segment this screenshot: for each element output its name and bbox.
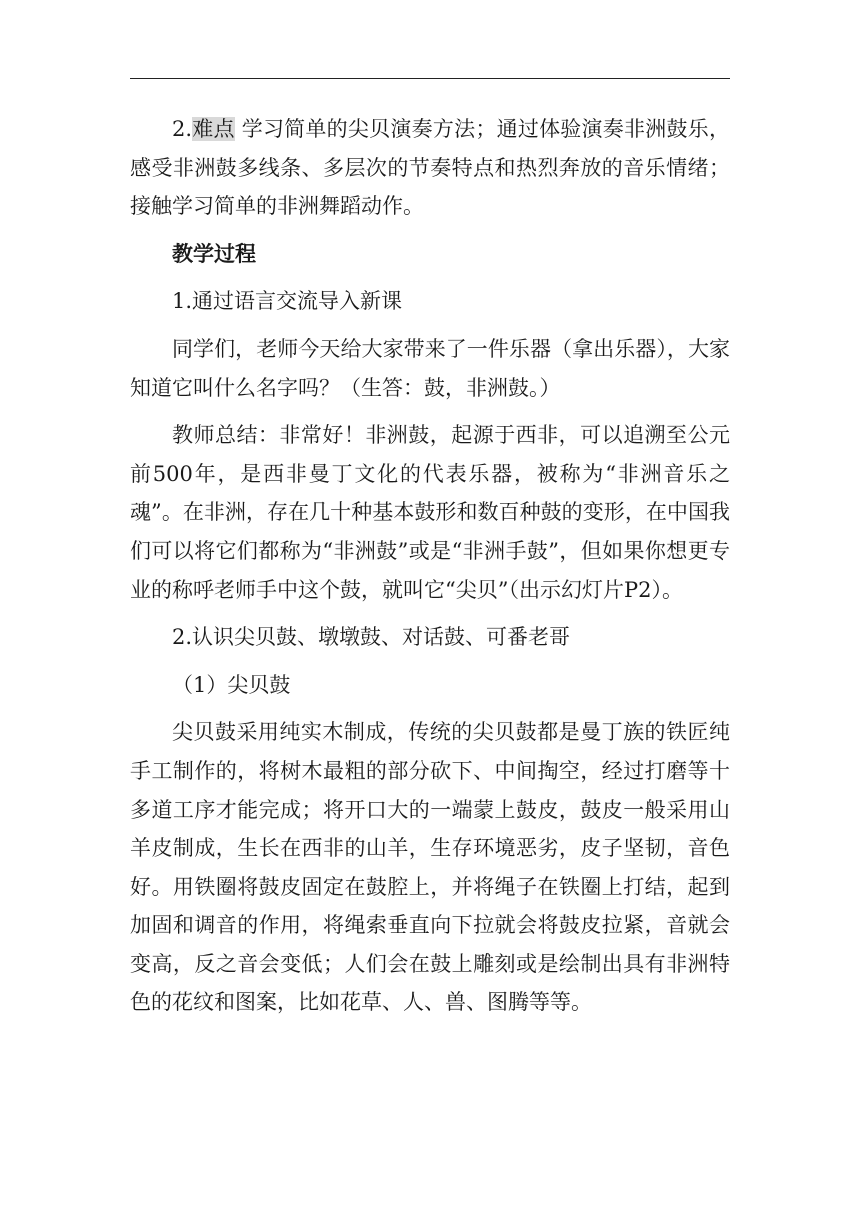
difficulty-text: 学习简单的尖贝演奏方法；通过体验演奏非洲鼓乐，感受非洲鼓多线条、多层次的节奏特点和热烈奔放的音乐情绪；接触学习简单的非洲舞蹈动作。 [130, 117, 730, 219]
difficulty-label: 难点 [192, 117, 235, 141]
paragraph-difficulty [130, 110, 730, 226]
paragraph-djembe: 尖贝鼓采用纯实木制成，传统的尖贝鼓都是曼丁族的铁匠纯手工制作的，将树木最粗的部分砍下、中间掏空，经过打磨等十多道工序才能完成；将开口大的一端蒙上鼓皮，鼓皮一般采用山羊皮制成，生长在西非的山羊，生存环境恶劣，皮子坚韧，音色好。用铁圈将鼓皮固定在鼓腔上，并将绳子在铁圈上打结，起到加固和调音的作用，将绳索垂直向下拉就会将鼓皮拉紧，音就会变高，反之音会变低；人们会在鼓上雕刻或是绘制出具有非洲特色的花纹和图案，比如花草、人、兽、图腾等等。 [130, 720, 730, 1015]
step-1-title: 1.通过语言交流导入新课 [172, 289, 403, 314]
step-2-title: 2.认识尖贝鼓、墩墩鼓、对话鼓、可番老哥 [172, 625, 571, 650]
difficulty-number: 2. [172, 117, 193, 141]
paragraph-summary: 教师总结：非常好！非洲鼓，起源于西非，可以追溯至公元前500年，是西非曼丁文化的代表乐器，被称为“非洲音乐之魂”。在非洲，存在几十种基本鼓形和数百种鼓的变形，在中国我们可以将它们都称为“非洲鼓”或是“非洲手鼓”，但如果你想更专业的称呼老师手中这个鼓，就叫它“尖贝”（出示幻灯片P2）。 [130, 423, 730, 602]
header-rule [130, 78, 730, 79]
section-heading: 教学过程 [172, 240, 256, 266]
subsection-title: （1）尖贝鼓 [172, 672, 291, 697]
paragraph-intro: 同学们，老师今天给大家带来了一件乐器（拿出乐器），大家知道它叫什么名字吗？（生答：鼓，非洲鼓。） [130, 336, 730, 400]
document-body [130, 110, 730, 1031]
